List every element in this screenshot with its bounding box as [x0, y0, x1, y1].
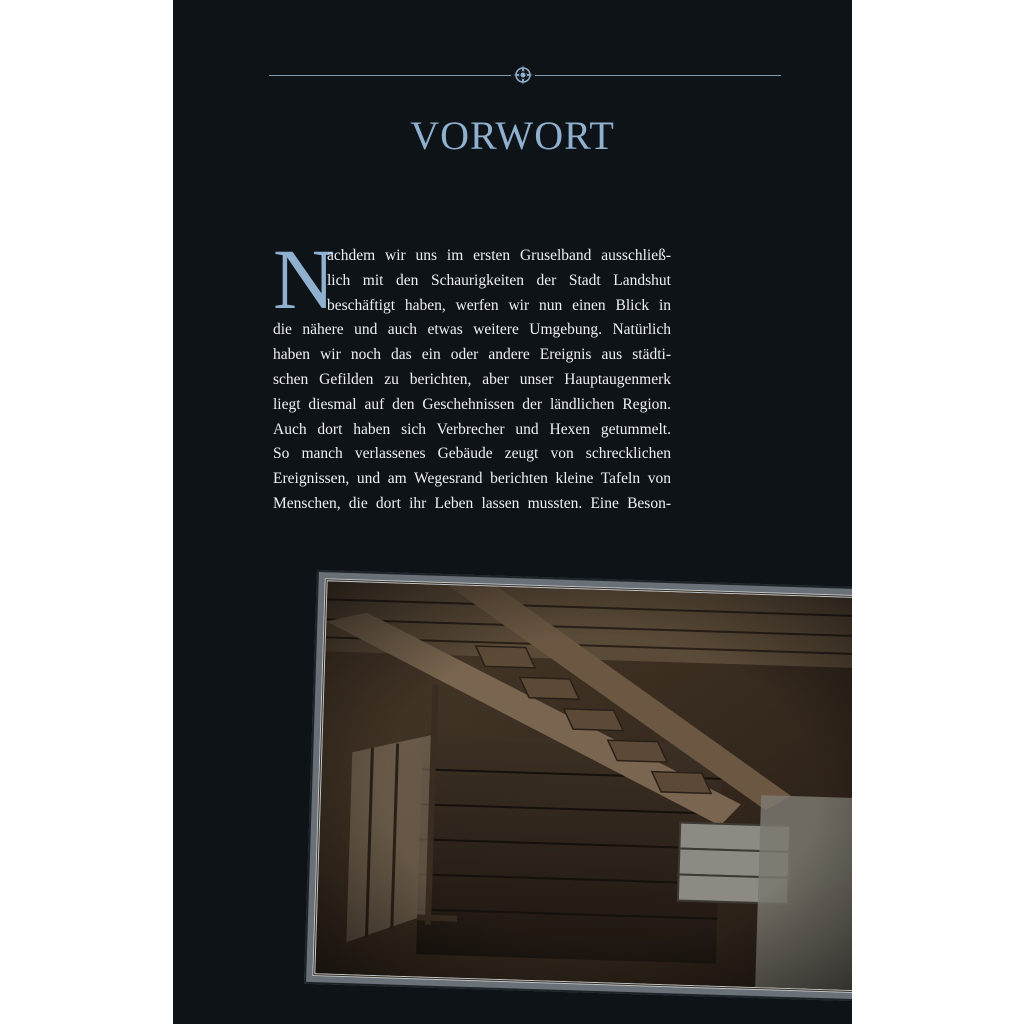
header-rule-left — [269, 75, 511, 76]
compass-rose-icon — [512, 64, 534, 86]
paragraph-line: achdem wir uns im ersten Gruselband ausschließ- — [327, 247, 671, 264]
paragraph-line: lich mit den Schaurigkeiten der Stadt Landshut — [327, 271, 671, 289]
paragraph-line: haben wir noch das ein oder andere Ereignis aus städti- — [273, 346, 671, 364]
paragraph-line: beschäftigt haben, werfen wir nun einen Blick in — [327, 296, 671, 314]
staircase-illustration — [315, 581, 852, 993]
paragraph-line: Menschen, die dort ihr Leben lassen mussten. Eine Beson- — [273, 494, 671, 512]
header-rule-right — [535, 75, 781, 76]
paragraph-line: liegt diesmal auf den Geschehnissen der ländlichen Region. — [273, 395, 671, 413]
paragraph-line: So manch verlassenes Gebäude zeugt von schrecklichen — [273, 445, 671, 463]
paragraph-line: die nähere und auch etwas weitere Umgebung. Natürlich — [273, 321, 671, 339]
book-page — [173, 0, 852, 1024]
staircase-photo — [304, 570, 852, 1002]
photo-border — [312, 578, 852, 993]
paragraph-line: Auch dort haben sich Verbrecher und Hexen getummelt. — [273, 420, 671, 438]
page-title: VORWORT — [410, 113, 615, 158]
paragraph-line: schen Gefilden zu berichten, aber unser Hauptaugenmerk — [273, 370, 671, 388]
drop-cap: N — [273, 231, 336, 327]
foreword-paragraph — [273, 244, 671, 517]
paragraph-line: Ereignissen, und am Wegesrand berichten kleine Tafeln von — [273, 470, 671, 488]
